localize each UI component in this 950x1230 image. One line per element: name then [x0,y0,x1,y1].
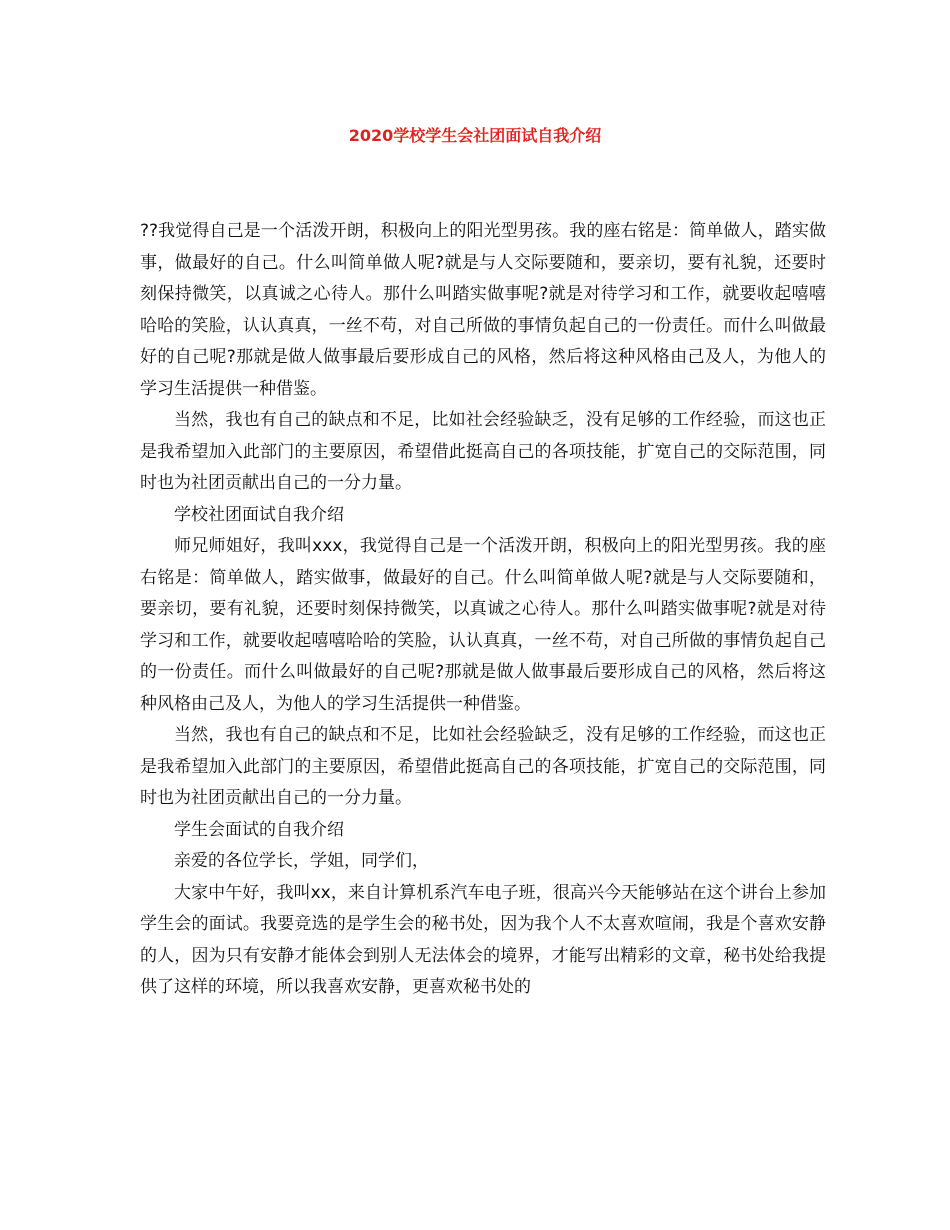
paragraph: 当然，我也有自己的缺点和不足，比如社会经验缺乏，没有足够的工作经验，而这也正是我希望加入此部门的主要原因，希望借此挺高自己的各项技能，扩宽自己的交际范围，同时也为社团贡献出自己的一分力量。 [140,410,826,493]
document-title: 2020学校学生会社团面试自我介绍 [348,126,602,145]
paragraph: ??我觉得自己是一个活泼开朗，积极向上的阳光型男孩。我的座右铭是：简单做人，踏实做事，做最好的自己。什么叫简单做人呢?就是与人交际要随和，要亲切，要有礼貌，还要时刻保持微笑，以真诚之心待人。那什么叫踏实做事呢?就是对待学习和工作，就要收起嘻嘻哈哈的笑脸，认认真真，一丝不苟，对自己所做的事情负起自己的一份责任。而什么叫做最好的自己呢?那就是做人做事最后要形成自己的风格，然后将这种风格由己及人，为他人的学习生活提供一种借鉴。 [140,221,826,399]
paragraph: 师兄师姐好，我叫xxx，我觉得自己是一个活泼开朗，积极向上的阳光型男孩。我的座右铭是：简单做人，踏实做事，做最好的自己。什么叫简单做人呢?就是与人交际要随和，要亲切，要有礼貌，还要时刻保持微笑，以真诚之心待人。那什么叫踏实做事呢?就是对待学习和工作，就要收起嘻嘻哈哈的笑脸，认认真真，一丝不苟，对自己所做的事情负起自己的一份责任。而什么叫做最好的自己呢?那就是做人做事最后要形成自己的风格，然后将这种风格由己及人，为他人的学习生活提供一种借鉴。 [140,536,826,714]
paragraph: 大家中午好，我叫xx，来自计算机系汽车电子班，很高兴今天能够站在这个讲台上参加学生会的面试。我要竞选的是学生会的秘书处，因为我个人不太喜欢喧闹，我是个喜欢安静的人，因为只有安静才能体会到别人无法体会的境界，才能写出精彩的文章，秘书处给我提供了这样的环境，所以我喜欢安静，更喜欢秘书处的 [140,882,826,997]
section-heading: 学生会面试的自我介绍 [174,819,344,840]
document-body [140,216,826,1004]
paragraph: 当然，我也有自己的缺点和不足，比如社会经验缺乏，没有足够的工作经验，而这也正是我希望加入此部门的主要原因，希望借此挺高自己的各项技能，扩宽自己的交际范围，同时也为社团贡献出自己的一分力量。 [140,725,826,808]
salutation: 亲爱的各位学长，学姐，同学们， [174,851,429,871]
section-heading: 学校社团面试自我介绍 [174,504,344,525]
